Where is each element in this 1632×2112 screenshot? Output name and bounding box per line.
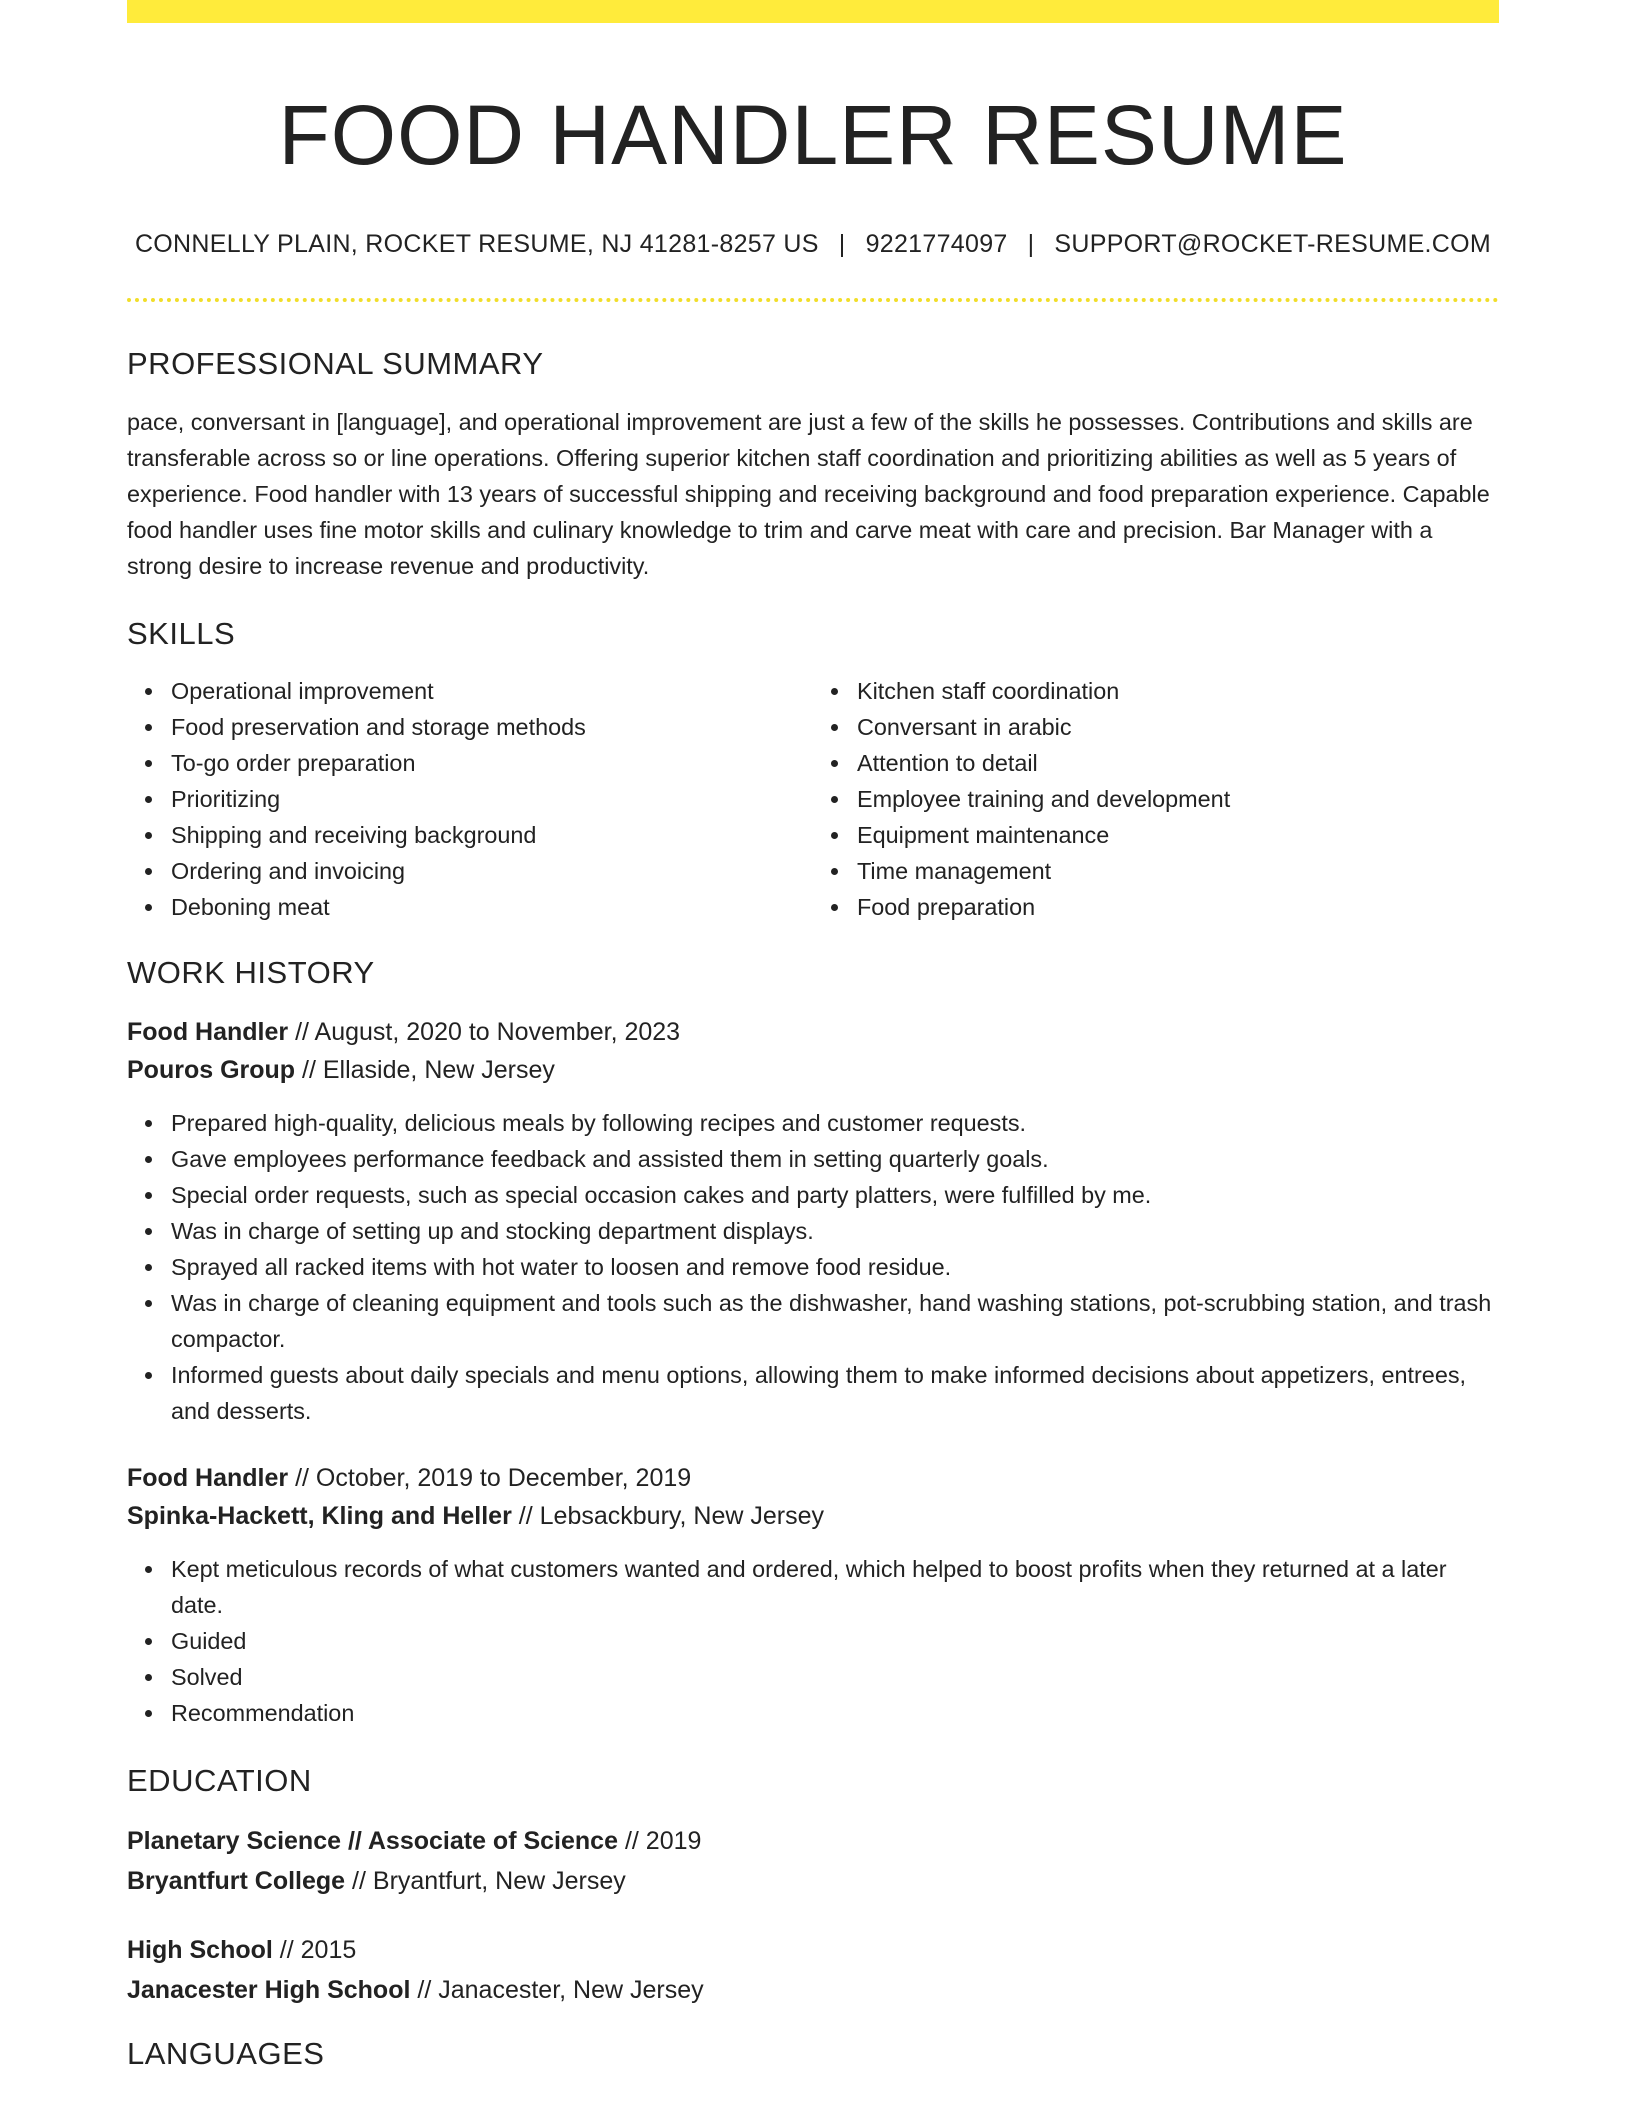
skills-grid [127,673,1499,925]
job-bullet: Gave employees performance feedback and assisted them in setting quarterly goals. [171,1141,1499,1177]
contact-line [127,230,1499,259]
skill-item: Time management [857,853,1499,889]
job-bullet: Prepared high-quality, delicious meals by following recipes and customer requests. [171,1105,1499,1141]
education-degree: High School [127,1935,273,1964]
separator: // [417,1975,432,2004]
skills-right-column [813,673,1499,925]
skill-item: Attention to detail [857,745,1499,781]
job-bullet: Was in charge of setting up and stocking department displays. [171,1213,1499,1249]
skills-left-column [127,673,813,925]
education-year: 2019 [645,1826,702,1855]
job-bullet: Kept meticulous records of what customers wanted and ordered, which helped to boost profits when they returned at a later date. [171,1551,1499,1623]
job-title-line [127,1459,1499,1497]
separator: // [624,1826,639,1855]
skill-item: Kitchen staff coordination [857,673,1499,709]
job-bullet: Sprayed all racked items with hot water to loosen and remove food residue. [171,1249,1499,1285]
education-school: Janacester High School [127,1975,411,2004]
job-bullet: Was in charge of cleaning equipment and tools such as the dishwasher, hand washing stations, pot-scrubbing station, and trash compactor. [171,1285,1499,1357]
education-entry [127,1821,1499,1901]
separator: // [295,1463,309,1492]
education-school-line [127,1861,1499,1901]
education-degree: Planetary Science // Associate of Science [127,1826,618,1855]
job-company: Spinka-Hackett, Kling and Heller [127,1501,512,1530]
job-company-line [127,1497,1499,1535]
contact-separator: | [838,229,846,258]
education-degree-line [127,1930,1499,1970]
job-bullets [127,1105,1499,1429]
job-bullet: Special order requests, such as special occasion cakes and party platters, were fulfilled by me. [171,1177,1499,1213]
contact-phone: 9221774097 [865,229,1008,258]
skill-item: Food preservation and storage methods [171,709,813,745]
job-bullet: Recommendation [171,1695,1499,1731]
separator: // [279,1935,294,1964]
skill-item: Ordering and invoicing [171,853,813,889]
job-location: Ellaside, New Jersey [322,1055,555,1084]
contact-separator: | [1027,229,1035,258]
job-title: Food Handler [127,1017,289,1046]
skill-item: Operational improvement [171,673,813,709]
resume-page [127,0,1499,2072]
skill-item: Food preparation [857,889,1499,925]
job-location: Lebsackbury, New Jersey [539,1501,825,1530]
contact-address: CONNELLY PLAIN, ROCKET RESUME, NJ 41281-8257 US [134,229,819,258]
separator: // [302,1055,316,1084]
separator: // [352,1866,366,1895]
job-bullet: Informed guests about daily specials and menu options, allowing them to make informed decisions about appetizers, entrees, and desserts. [171,1357,1499,1429]
job-dates: October, 2019 to December, 2019 [315,1463,692,1492]
skill-item: Shipping and receiving background [171,817,813,853]
job-title-line [127,1013,1499,1051]
job-entry [127,1459,1499,1731]
job-company: Pouros Group [127,1055,296,1084]
contact-email: SUPPORT@ROCKET-RESUME.COM [1054,229,1492,258]
education-heading: EDUCATION [127,1762,312,1798]
education-year: 2015 [300,1935,357,1964]
summary-heading: PROFESSIONAL SUMMARY [127,345,544,381]
job-title: Food Handler [127,1463,289,1492]
education-location: Janacester, New Jersey [438,1975,704,2004]
skills-heading: SKILLS [127,615,236,651]
job-bullet: Solved [171,1659,1499,1695]
job-company-line [127,1051,1499,1089]
job-bullet: Guided [171,1623,1499,1659]
resume-title: FOOD HANDLER RESUME [278,88,1348,182]
education-entry [127,1930,1499,2010]
dotted-divider [127,298,1499,302]
skill-item: Deboning meat [171,889,813,925]
skill-item: To-go order preparation [171,745,813,781]
separator: // [518,1501,533,1530]
job-entry [127,1013,1499,1429]
skill-item: Conversant in arabic [857,709,1499,745]
work-history-heading: WORK HISTORY [127,954,375,990]
summary-text: pace, conversant in [language], and operational improvement are just a few of the skills he possesses. Contributions and skills are transferable across so or line operations. Offering superior kitchen staff coordination and prioritizing abilities as well as 5 years of experience. Food handler with 13 years of successful shipping and receiving background and food preparation experience. Capable food handler uses fine motor skills and culinary knowledge to trim and carve meat with care and precision. Bar Manager with a strong desire to increase revenue and productivity. [127,408,1490,579]
education-degree-line [127,1821,1499,1861]
accent-top-bar [127,0,1499,23]
education-school: Bryantfurt College [127,1866,346,1895]
languages-heading: LANGUAGES [127,2035,325,2071]
skill-item: Equipment maintenance [857,817,1499,853]
job-dates: August, 2020 to November, 2023 [314,1017,681,1046]
job-bullets [127,1551,1499,1731]
skill-item: Employee training and development [857,781,1499,817]
skill-item: Prioritizing [171,781,813,817]
education-location: Bryantfurt, New Jersey [372,1866,626,1895]
education-school-line [127,1970,1499,2010]
separator: // [295,1017,309,1046]
